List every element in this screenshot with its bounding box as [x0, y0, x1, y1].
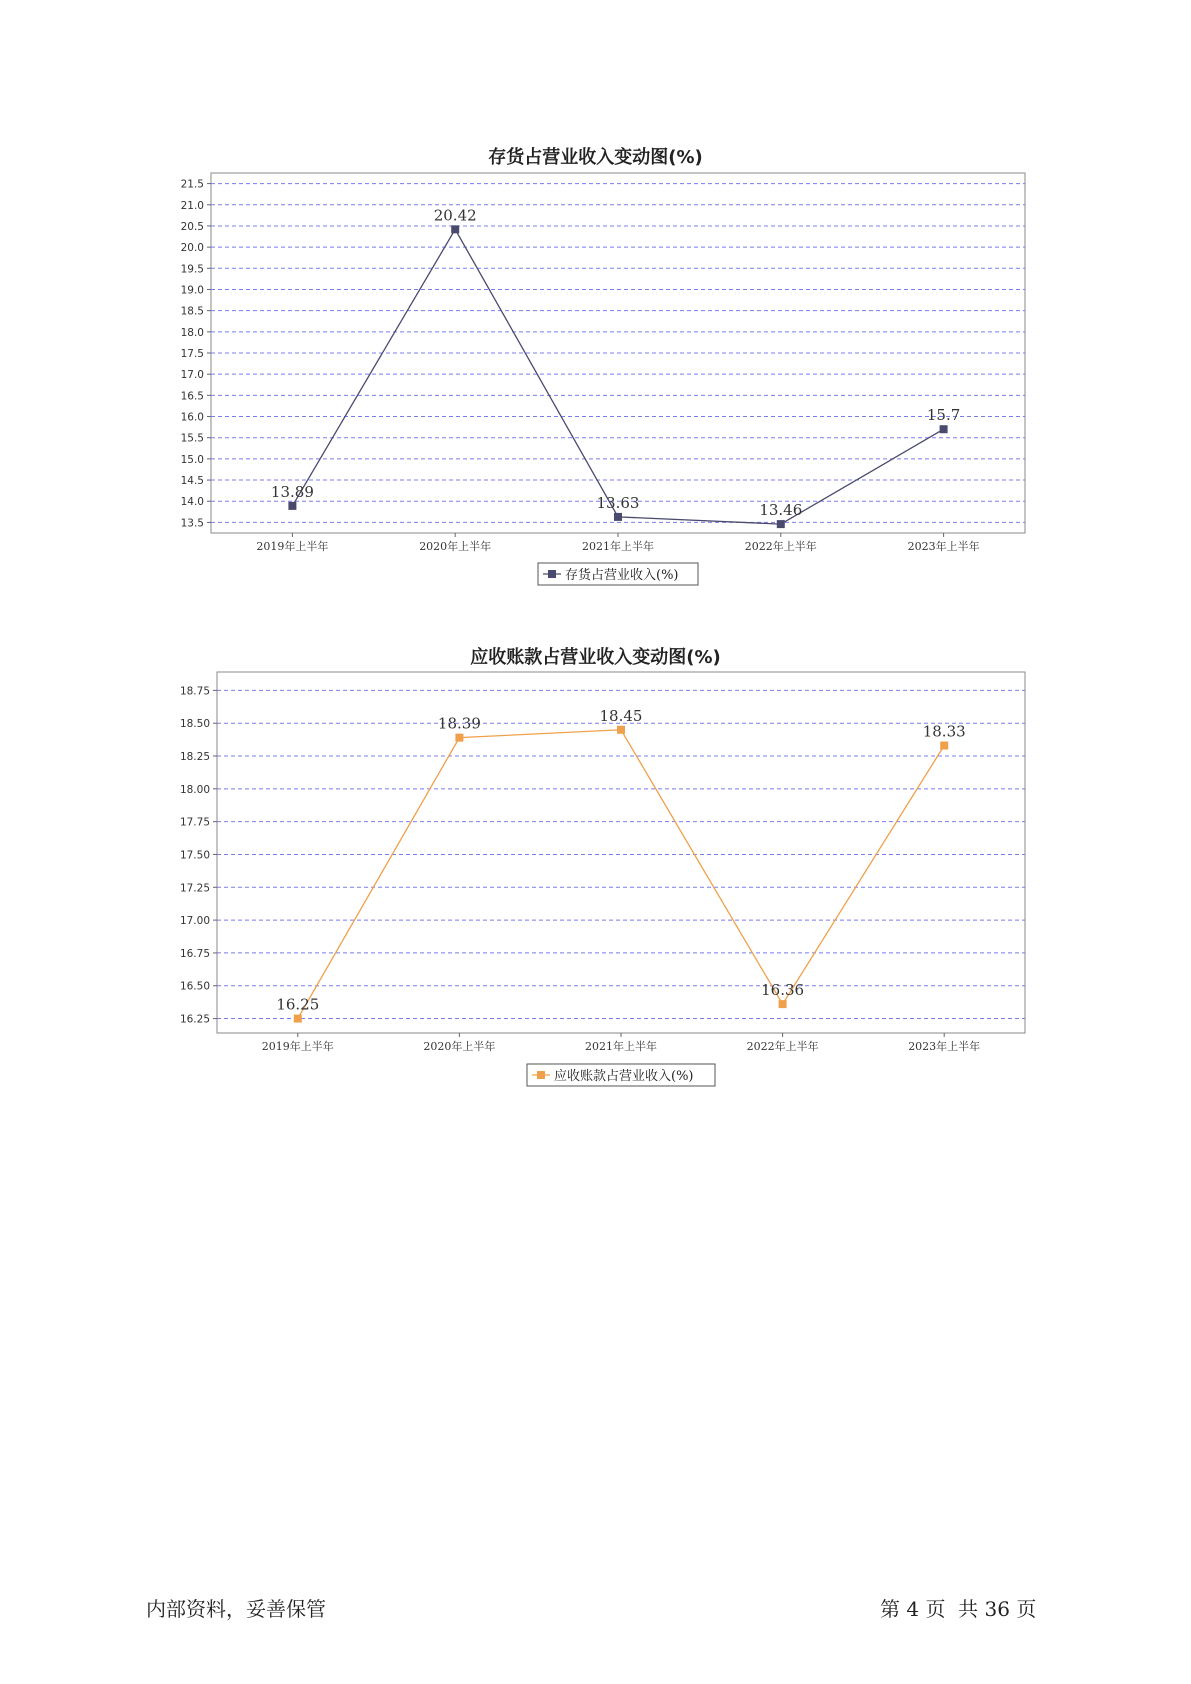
x-tick-label: 2023年上半年 [908, 1040, 981, 1053]
y-tick-label: 21.0 [180, 199, 204, 212]
y-tick-label: 15.0 [180, 453, 204, 466]
chart-title-receivables: 应收账款占营业收入变动图(%) [470, 647, 721, 668]
data-point [294, 1015, 302, 1023]
data-label: 16.25 [276, 995, 320, 1014]
y-tick-label: 17.0 [180, 369, 204, 382]
y-tick-label: 18.75 [179, 685, 210, 698]
y-tick-label: 15.5 [180, 432, 204, 445]
y-tick-label: 16.0 [180, 411, 204, 424]
y-tick-label: 17.25 [179, 882, 210, 895]
y-tick-label: 18.50 [179, 718, 210, 731]
y-tick-label: 19.5 [180, 263, 204, 276]
y-tick-label: 16.5 [180, 390, 204, 403]
y-tick-label: 20.0 [180, 242, 204, 255]
data-label: 16.36 [761, 981, 805, 1000]
x-tick-label: 2022年上半年 [744, 540, 817, 553]
y-tick-label: 18.5 [180, 305, 204, 318]
x-tick-label: 2019年上半年 [256, 540, 329, 553]
x-tick-label: 2021年上半年 [582, 540, 654, 553]
data-point [940, 742, 948, 750]
data-label: 15.7 [926, 406, 961, 425]
y-tick-label: 17.50 [179, 849, 210, 862]
x-tick-label: 2019年上半年 [261, 1040, 334, 1053]
y-tick-label: 17.5 [180, 348, 204, 360]
data-label: 18.39 [437, 714, 481, 733]
y-tick-label: 17.00 [179, 915, 210, 928]
y-tick-label: 13.5 [180, 517, 204, 530]
y-tick-label: 18.00 [179, 783, 210, 796]
y-tick-label: 18.25 [179, 751, 210, 764]
y-tick-label: 18.0 [180, 326, 204, 339]
legend-marker-swatch [537, 1071, 545, 1079]
data-label: 13.46 [759, 501, 803, 520]
data-label: 18.33 [922, 722, 966, 741]
data-label: 18.45 [599, 706, 643, 725]
footer-page-number: 第 4 页 共 36 页 [880, 1597, 1037, 1621]
x-tick-label: 2020年上半年 [419, 540, 492, 553]
y-tick-label: 16.75 [179, 947, 210, 960]
y-tick-label: 21.5 [180, 178, 204, 191]
y-tick-label: 17.75 [179, 816, 210, 829]
x-tick-label: 2021年上半年 [585, 1040, 657, 1053]
data-point [779, 1000, 787, 1008]
data-label: 20.42 [433, 206, 477, 225]
x-tick-label: 2020年上半年 [423, 1040, 496, 1053]
legend-label: 存货占营业收入(%) [565, 568, 679, 583]
y-tick-label: 19.0 [180, 284, 204, 297]
y-tick-label: 14.5 [180, 475, 204, 488]
y-tick-label: 16.25 [179, 1013, 210, 1026]
y-tick-label: 14.0 [180, 496, 204, 509]
data-point [617, 726, 625, 734]
data-point [455, 734, 463, 742]
y-tick-label: 20.5 [180, 220, 204, 233]
data-label: 13.63 [596, 493, 640, 512]
chart-title-inventory: 存货占营业收入变动图(%) [488, 147, 703, 168]
x-tick-label: 2022年上半年 [746, 1040, 819, 1053]
footer-confidential-note: 内部资料，妥善保管 [146, 1597, 326, 1621]
x-tick-label: 2023年上半年 [907, 540, 980, 553]
data-label: 13.89 [270, 482, 314, 501]
legend-label: 应收账款占营业收入(%) [554, 1069, 694, 1084]
y-tick-label: 16.50 [179, 980, 210, 993]
